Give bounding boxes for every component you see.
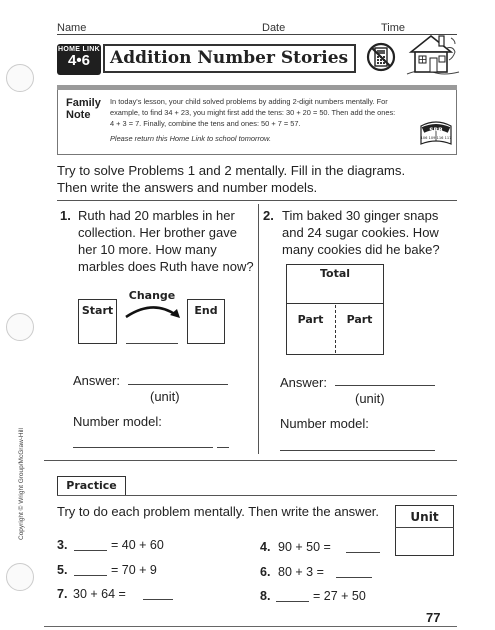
problem-1-line: her 10 more. How many [78, 242, 217, 257]
binder-hole-top [6, 64, 34, 92]
problem-1-answer-label: Answer: [73, 373, 120, 388]
problem-1-model-line[interactable] [73, 447, 213, 448]
problem-2-model-label: Number model: [280, 416, 369, 431]
name-label: Name [57, 22, 87, 34]
change-label: Change [128, 289, 176, 302]
practice-8-text: = 27 + 50 [313, 589, 366, 603]
end-label: End [194, 304, 218, 317]
practice-underline [57, 495, 457, 496]
problem-2-line: Tim baked 30 ginger snaps [282, 208, 439, 223]
intro-line-2: Then write the answers and number models. [57, 180, 318, 195]
name-date-time-line [57, 34, 457, 35]
family-note-return: Please return this Home Link to school tomorrow. [110, 134, 272, 143]
section-divider-practice [44, 460, 457, 461]
problem-2-line: many cookies did he bake? [282, 242, 440, 257]
column-divider [258, 204, 259, 454]
footer-line [44, 626, 457, 627]
unit-box-divider [395, 527, 454, 528]
problem-1-line: Ruth had 20 marbles in her [78, 208, 235, 223]
practice-7-answer-line[interactable] [143, 599, 173, 600]
problem-1-number: 1. [60, 208, 71, 223]
practice-7-number: 7. [57, 587, 68, 601]
binder-hole-middle [6, 313, 34, 341]
practice-3-text: = 40 + 60 [111, 538, 164, 552]
change-arrow-icon [122, 303, 184, 319]
problem-2-answer-label: Answer: [280, 375, 327, 390]
practice-6-answer-line[interactable] [336, 577, 372, 578]
svg-text:106 109 116 117: 106 109 116 117 [420, 136, 452, 140]
unit-box-label: Unit [410, 510, 439, 524]
practice-8-number: 8. [260, 589, 271, 603]
family-note-line-2: example, to find 34 + 23, you might first add the tens: 30 + 20 = 50. Then add the ones: [110, 108, 396, 117]
problem-1-line: collection. Her brother gave [78, 225, 237, 240]
problem-2-unit-label: (unit) [355, 391, 385, 406]
problem-1-answer-line[interactable] [128, 384, 228, 385]
problem-2-model-line[interactable] [280, 450, 435, 451]
practice-5-number: 5. [57, 563, 68, 577]
date-label: Date [262, 22, 286, 34]
badge-label: HOME LINK [58, 46, 100, 53]
intro-line-1: Try to solve Problems 1 and 2 mentally. Fill in the diagrams. [57, 163, 406, 178]
binder-hole-bottom [6, 563, 34, 591]
practice-4-number: 4. [260, 540, 271, 554]
intro-text [57, 162, 405, 196]
problem-1-unit-label: (unit) [150, 389, 180, 404]
family-note-bar [57, 85, 457, 90]
house-icon [403, 28, 461, 78]
practice-instruction: Try to do each problem mentally. Then write the answer. [57, 504, 380, 519]
practice-3-number: 3. [57, 538, 68, 552]
copyright-notice [14, 420, 26, 540]
practice-8-answer-line[interactable] [276, 601, 309, 602]
section-divider-top [57, 200, 457, 201]
problem-1-model-label: Number model: [73, 414, 162, 429]
part-label-2: Part [346, 313, 373, 326]
time-label: Time [381, 22, 406, 34]
badge-number: 4•6 [68, 52, 90, 69]
problem-2-text [282, 207, 440, 258]
practice-6-text: 80 + 3 = [278, 565, 324, 579]
practice-4-answer-line[interactable] [346, 552, 380, 553]
no-calculator-icon [366, 42, 396, 72]
problem-2-number: 2. [263, 208, 274, 223]
page-number: 77 [426, 610, 441, 625]
start-label: Start [81, 304, 114, 317]
total-label: Total [319, 267, 351, 280]
family-note-label-1: Family [66, 97, 101, 109]
practice-5-answer-line[interactable] [74, 575, 107, 576]
problem-2-answer-line[interactable] [335, 385, 435, 386]
practice-tab: Practice [57, 476, 126, 495]
practice-3-answer-line[interactable] [74, 550, 107, 551]
home-link-badge [57, 44, 101, 75]
practice-4-text: 90 + 50 = [278, 540, 331, 554]
svg-text:SRB: SRB [429, 127, 443, 134]
problem-1-model-line-end[interactable] [217, 447, 229, 448]
page-title: Addition Number Stories [110, 48, 349, 68]
practice-7-text: 30 + 64 = [73, 587, 126, 601]
srb-book-icon [419, 120, 453, 148]
change-answer-line[interactable] [126, 343, 178, 344]
problem-1-text [78, 207, 254, 275]
svg-text:Copyright © Wright Group/McGra: Copyright © Wright Group/McGraw-Hill [18, 428, 25, 540]
part-label-1: Part [297, 313, 324, 326]
family-note-line-1: In today's lesson, your child solved problems by adding 2-digit numbers mentally. For [110, 97, 388, 106]
problem-2-line: and 24 sugar cookies. How [282, 225, 439, 240]
family-note-line-3: 4 + 3 = 7. Finally, combine the tens and ones: 50 + 7 = 57. [110, 119, 301, 128]
family-note-label-2: Note [66, 109, 91, 121]
problem-1-line: marbles does Ruth have now? [78, 259, 254, 274]
practice-5-text: = 70 + 9 [111, 563, 157, 577]
practice-6-number: 6. [260, 565, 271, 579]
